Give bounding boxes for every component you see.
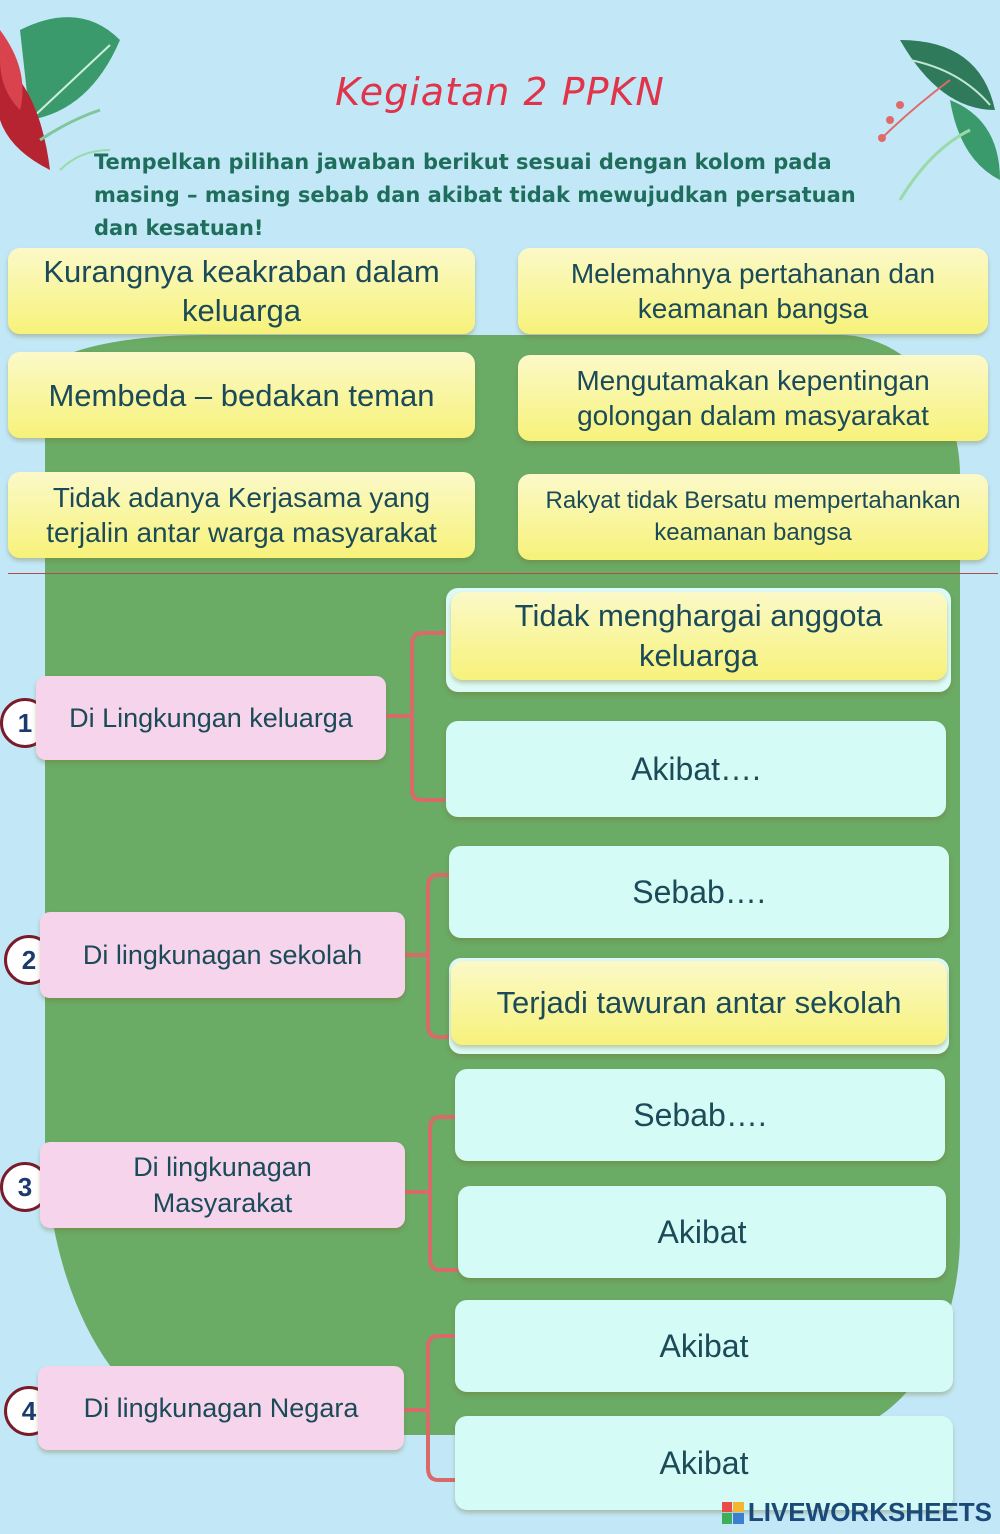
placed-answer-card[interactable]: Terjadi tawuran antar sekolah bbox=[451, 961, 947, 1045]
liveworksheets-logo-icon bbox=[722, 1502, 744, 1524]
option-card[interactable]: Kurangnya keakraban dalam keluarga bbox=[8, 248, 475, 334]
drop-slot[interactable]: Akibat…. bbox=[446, 721, 946, 817]
option-card[interactable]: Tidak adanya Kerjasama yang terjalin antar warga masyarakat bbox=[8, 472, 475, 558]
drop-slot[interactable]: Akibat bbox=[455, 1300, 953, 1392]
category-label: Di lingkunagan Negara bbox=[38, 1366, 404, 1450]
instruction-text: Tempelkan pilihan jawaban berikut sesuai dengan kolom pada masing – masing sebab dan akibat tidak mewujudkan persatuan dan kesatuan! bbox=[94, 150, 856, 240]
section-number-badge: 1 bbox=[0, 698, 50, 748]
page-title: Kegiatan 2 PPKN bbox=[335, 70, 665, 114]
category-label: Di lingkunagan Masyarakat bbox=[40, 1142, 405, 1228]
category-label: Di Lingkungan keluarga bbox=[36, 676, 386, 760]
drop-slot[interactable] bbox=[449, 958, 949, 1054]
category-label: Di lingkunagan sekolah bbox=[40, 912, 405, 998]
brand-logo bbox=[722, 1497, 992, 1528]
placed-answer-card[interactable]: Tidak menghargai anggota keluarga bbox=[451, 592, 947, 680]
option-card[interactable]: Membeda – bedakan teman bbox=[8, 352, 475, 438]
drop-slot[interactable]: Akibat bbox=[458, 1186, 946, 1278]
option-card[interactable]: Melemahnya pertahanan dan keamanan bangsa bbox=[518, 248, 988, 334]
drop-slot[interactable]: Sebab…. bbox=[455, 1069, 945, 1161]
option-card[interactable]: Rakyat tidak Bersatu mempertahankan keamanan bangsa bbox=[518, 474, 988, 560]
section-number-badge: 4 bbox=[4, 1386, 54, 1436]
section-number-badge: 2 bbox=[4, 935, 54, 985]
section-number-badge: 3 bbox=[0, 1162, 50, 1212]
drop-slot[interactable]: Sebab…. bbox=[449, 846, 949, 938]
option-card[interactable]: Mengutamakan kepentingan golongan dalam masyarakat bbox=[518, 355, 988, 441]
brand-name: LIVEWORKSHEETS bbox=[747, 1497, 992, 1527]
drop-slot[interactable]: Akibat bbox=[455, 1416, 953, 1510]
drop-slot[interactable] bbox=[446, 588, 951, 692]
